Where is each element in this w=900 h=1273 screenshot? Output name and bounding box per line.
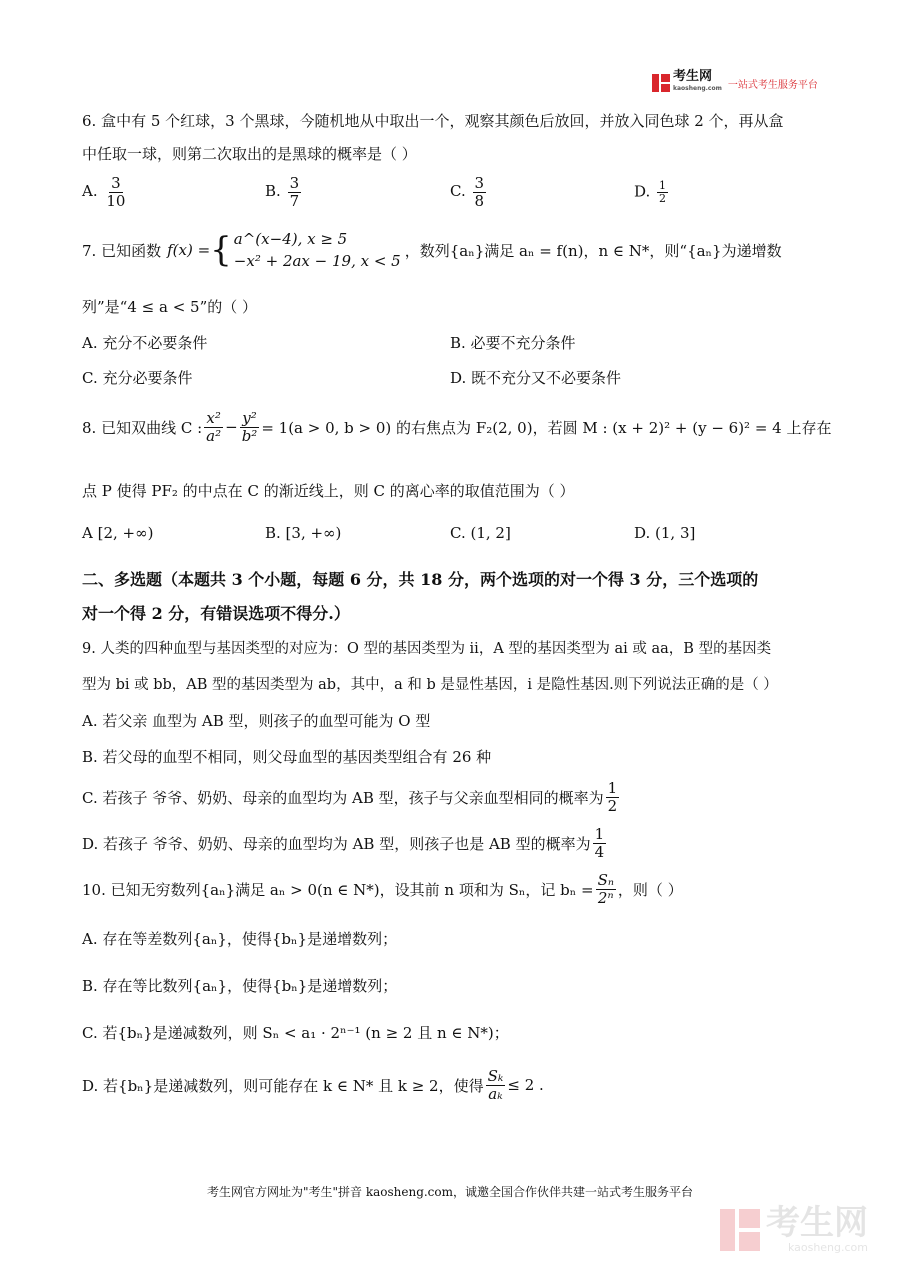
q8-stem: 8. 已知双曲线 C : $\frac{\text{x²}}{\text{a²}}$ − $\frac{\text{y²}}{\text{b²}}$ = 1(a > 0, b > 0) 的右焦点为 F₂(2, 0)，若圆 M : (x + 2)² + (y − 6)² = 4 上存在: [82, 409, 832, 445]
watermark-domain: kaosheng.com: [787, 1241, 868, 1254]
q10-option-b: B. 存在等比数列{aₙ}，使得{bₙ}是递增数列；: [82, 977, 398, 995]
logo-slogan: 一站式考生服务平台: [727, 79, 818, 91]
q10-option-a: A. 存在等差数列{aₙ}，使得{bₙ}是递增数列；: [82, 930, 398, 948]
q8-option-c: C. (1, 2]: [450, 524, 511, 542]
q10-option-c: C. 若{bₙ}是递减数列，则 Sₙ < a₁ · 2ⁿ⁻¹ (n ≥ 2 且 n ∈ N*)；: [82, 1024, 509, 1042]
q9-line2: 型为 bi 或 bb，AB 型的基因类型为 ab，其中，a 和 b 是显性基因，i 是隐性基因.则下列说法正确的是（ ）: [82, 677, 778, 693]
q7-fx: f(x) =: [167, 241, 211, 259]
watermark-icon: [720, 1209, 760, 1251]
q9-line1: 9. 人类的四种血型与基因类型的对应为：O 型的基因类型为 ii，A 型的基因类型为 ai 或 aa，B 型的基因类: [82, 641, 772, 657]
q7-stem: 7. 已知函数 f(x) = { a^(x−4), x ≥ 5 −x² + 2ax − 19, x < 5 ，数列{aₙ}满足 aₙ = f(n)，n ∈ N*，则“{aₙ}为递增数: [82, 230, 782, 270]
q6-option-d: D. $\frac{1}{2}$: [634, 179, 667, 206]
q6-line2: 中任取一球，则第二次取出的是黑球的概率是（ ）: [82, 145, 417, 163]
watermark-brand: 考生网: [766, 1203, 868, 1243]
section2-heading-line1: 二、多选题（本题共 3 个小题，每题 6 分，共 18 分，两个选项的对一个得 3 分，三个选项的: [82, 570, 759, 589]
q6-line1: 6. 盒中有 5 个红球，3 个黑球，今随机地从中取出一个，观察其颜色后放回，并放入同色球 2 个，再从盒: [82, 112, 784, 130]
q6-option-b: B. $\frac{3}{7}$: [265, 174, 300, 210]
q9-option-a: A. 若父亲 血型为 AB 型，则孩子的血型可能为 O 型: [82, 712, 431, 730]
q7-option-a: A. 充分不必要条件: [82, 334, 208, 352]
q9-option-d: D. 若孩子 爷爷、奶奶、母亲的血型均为 AB 型，则孩子也是 AB 型的概率为 $\frac{1}{4}$: [82, 825, 605, 861]
q8-option-b: B. [3, +∞): [265, 524, 342, 542]
q7-prefix: 7. 已知函数: [82, 241, 162, 260]
q6-option-a: A. $\frac{3}{10}$: [82, 174, 126, 210]
q9-option-c: C. 若孩子 爷爷、奶奶、母亲的血型均为 AB 型，孩子与父亲血型相同的概率为 $\frac{1}{2}$: [82, 779, 618, 815]
footer-text: 考生网官方网址为"考生"拼音 kaosheng.com，诚邀全国合作伙伴共建一站式考生服务平台: [206, 1185, 694, 1199]
q8-option-d: D. (1, 3]: [634, 524, 696, 542]
q7-piece2: −x² + 2ax − 19, x < 5: [233, 252, 401, 270]
q7-option-d: D. 既不充分又不必要条件: [450, 369, 622, 387]
q8-option-a: A [2, +∞): [82, 524, 154, 542]
q7-line2: 列”是“4 ≤ a < 5”的（ ）: [82, 298, 258, 316]
q6-option-c: C. $\frac{3}{8}$: [450, 174, 485, 210]
q8-rest: = 1(a > 0, b > 0) 的右焦点为 F₂(2, 0)，若圆 M : (x + 2)² + (y − 6)² = 4 上存在: [261, 418, 832, 437]
q7-option-c: C. 充分必要条件: [82, 369, 193, 387]
q7-mid: ，数列{aₙ}满足 aₙ = f(n)，n ∈ N*，则“{aₙ}为递增数: [404, 241, 782, 260]
q9-option-b: B. 若父母的血型不相同，则父母血型的基因类型组合有 26 种: [82, 748, 492, 766]
section2-heading-line2: 对一个得 2 分，有错误选项不得分.）: [82, 604, 350, 623]
logo-domain: kaosheng.com: [673, 85, 722, 92]
q8-prefix: 8. 已知双曲线 C :: [82, 418, 203, 437]
q7-piecewise: [234, 228, 401, 272]
watermark-logo: [720, 1205, 868, 1254]
q7-piece1: a^(x−4), x ≥ 5: [233, 230, 348, 248]
q10-option-d: D. 若{bₙ}是递减数列，则可能存在 k ∈ N* 且 k ≥ 2，使得 $\frac{\text{Sₖ}}{\text{aₖ}}$ ≤ 2 .: [82, 1067, 544, 1103]
q7-option-b: B. 必要不充分条件: [450, 334, 576, 352]
q8-line2: 点 P 使得 PF₂ 的中点在 C 的渐近线上，则 C 的离心率的取值范围为（ ）: [82, 482, 575, 500]
logo-brand: 考生网: [673, 69, 713, 84]
header-logo: [652, 69, 818, 94]
logo-icon: [652, 74, 670, 92]
q10-stem: 10. 已知无穷数列{aₙ}满足 aₙ > 0(n ∈ N*)，设其前 n 项和为 Sₙ，记 bₙ = $\frac{\text{Sₙ}}{\text{2ⁿ}}$ ，则（ ）: [82, 871, 683, 907]
